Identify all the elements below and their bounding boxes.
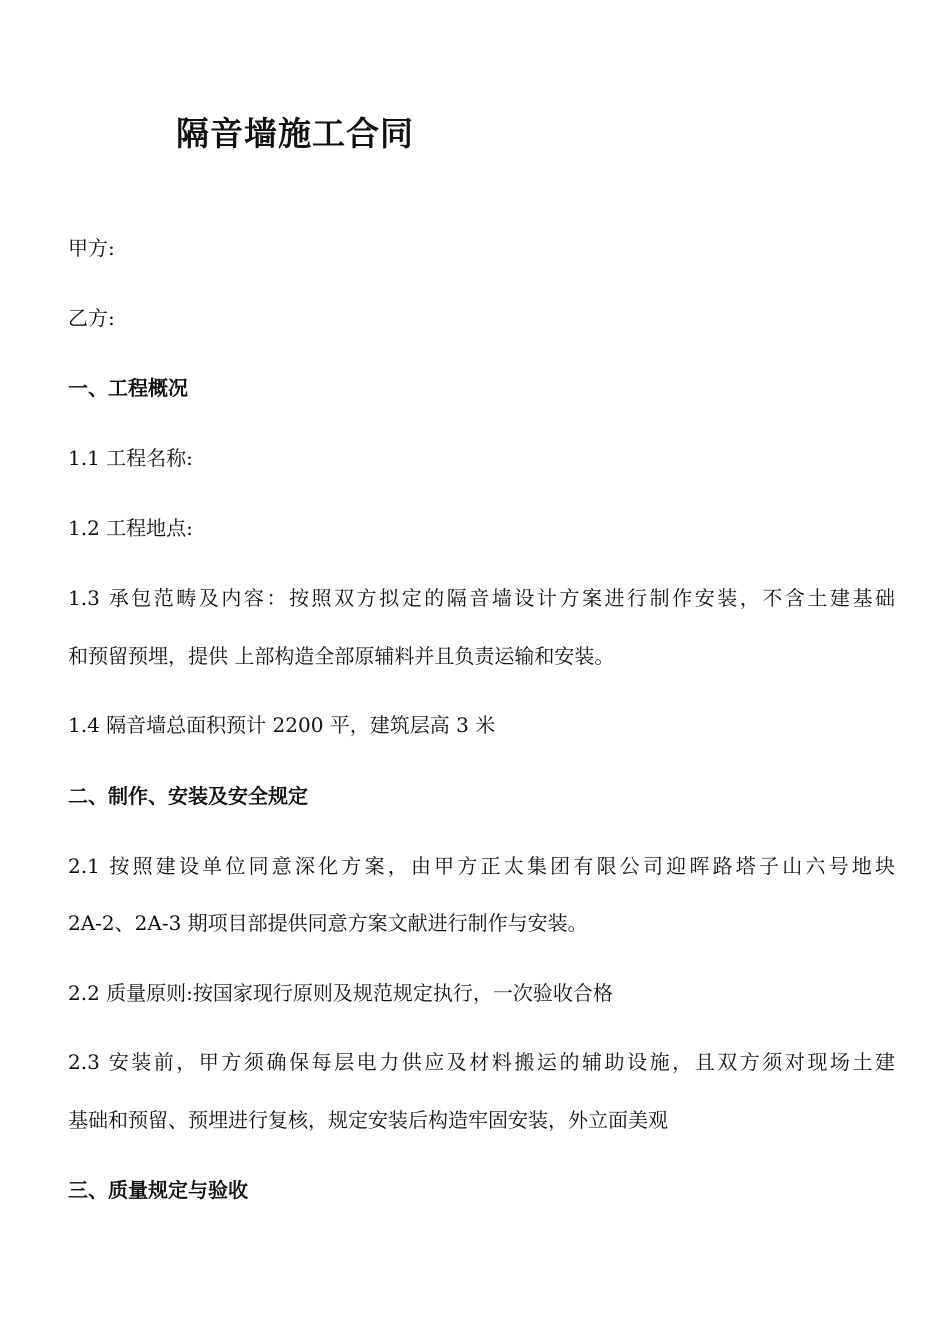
party-a-label: 甲方: (68, 236, 115, 260)
item-1-1: 1.1 工程名称: (68, 446, 193, 470)
item-1-2: 1.2 工程地点: (68, 516, 193, 540)
document-title: 隔音墙施工合同 (176, 114, 414, 153)
section-3-heading: 三、质量规定与验收 (68, 1178, 248, 1202)
item-1-3-line-1: 1.3 承包范畴及内容：按照双方拟定的隔音墙设计方案进行制作安装，不含土建基础 (68, 586, 895, 610)
item-1-3-line-2: 和预留预埋，提供 上部构造全部原辅料并且负责运输和安装。 (68, 644, 615, 668)
item-2-3-line-1: 2.3 安装前，甲方须确保每层电力供应及材料搬运的辅助设施，且双方须对现场土建 (68, 1050, 895, 1074)
section-1-heading: 一、工程概况 (68, 376, 188, 400)
party-b-label: 乙方: (68, 306, 115, 330)
section-2-heading: 二、制作、安装及安全规定 (68, 784, 308, 808)
item-2-3-line-2: 基础和预留、预埋进行复核，规定安装后构造牢固安装，外立面美观 (68, 1108, 668, 1132)
item-2-1-line-1: 2.1 按照建设单位同意深化方案，由甲方正太集团有限公司迎晖路塔子山六号地块 (68, 854, 895, 878)
item-2-2: 2.2 质量原则:按国家现行原则及规范规定执行，一次验收合格 (68, 981, 613, 1005)
item-2-1-line-2: 2A-2、2A-3 期项目部提供同意方案文献进行制作与安装。 (68, 911, 588, 935)
item-1-4: 1.4 隔音墙总面积预计 2200 平，建筑层高 3 米 (68, 713, 496, 737)
